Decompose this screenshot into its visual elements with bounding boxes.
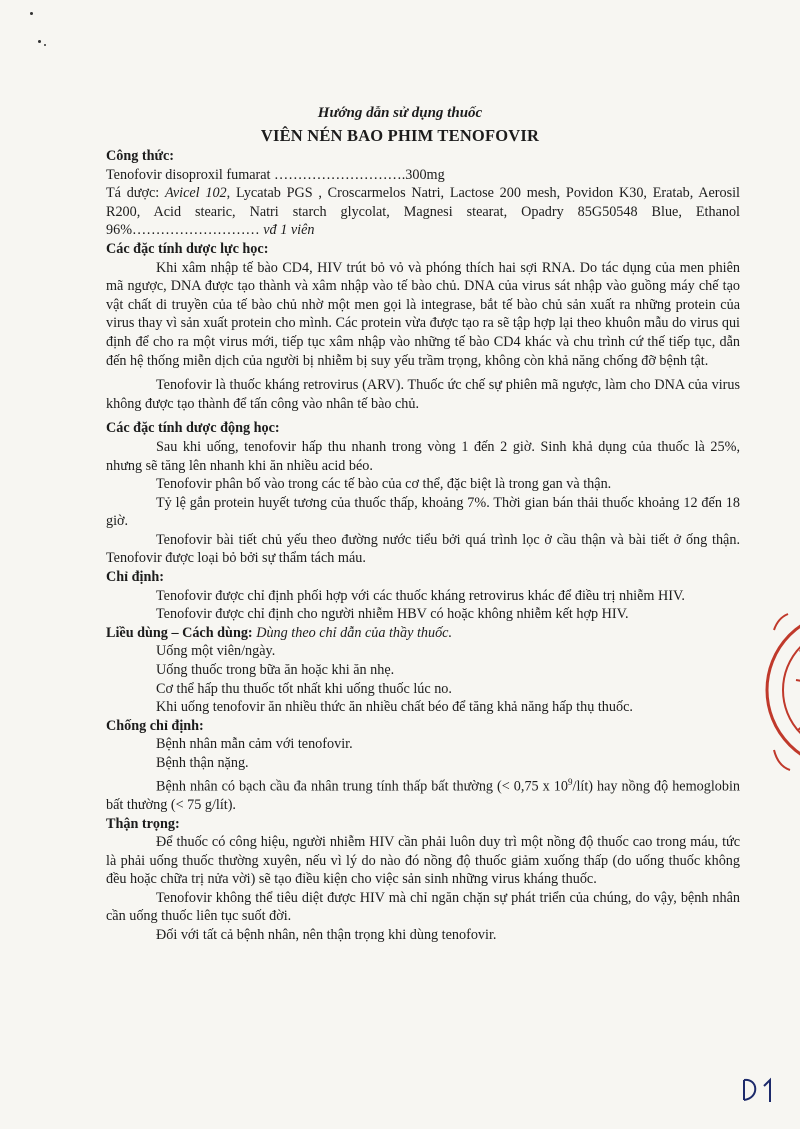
excipients-end: vđ 1 viên (263, 222, 315, 239)
formula-active: Tenofovir disoproxil fumarat ……………………….300mg (106, 166, 445, 183)
paragraph (106, 773, 740, 815)
section-heading-formula: Công thức: (106, 148, 175, 164)
section-heading-contraindications: Chống chỉ định: (106, 717, 204, 734)
paragraph: Tenofovir được chỉ định phối hợp với các thuốc kháng retrovirus khác để điều trị nhiễm HIV. (156, 587, 685, 604)
stamp-glyphs (796, 650, 800, 730)
paragraph: Tenofovir bài tiết chủ yếu theo đường nước tiểu bởi quá trình lọc ở cầu thận và bài tiết ở ống thận. Tenofovir được loại bỏ bởi sự thẩm tách máu. (106, 531, 740, 567)
scan-speck (30, 12, 33, 15)
dosage-heading: Liều dùng – Cách dùng: (106, 624, 257, 641)
paragraph: Tenofovir được chỉ định cho người nhiễm HBV có hoặc không nhiễm kết hợp HIV. (156, 606, 629, 623)
superscript: 9 (568, 776, 573, 787)
paragraph: Khi xâm nhập tế bào CD4, HIV trút bỏ vỏ và phóng thích hai sợi RNA. Do tác dụng của men phiên mã ngược, DNA được tạo thành và xâm nhập vào tế bào chủ. DNA của virus sát nhập vào guồng máy chế tạo vật chất di truyền của tế bào chủ nhờ một men gọi là integrase, bắt tế bào chủ sản xuất ra những protein của virus thay vì sản xuất protein cho mình. Các protein vừa được tạo ra sẽ tập hợp lại theo khuôn mẫu do virus qui định để cho ra một virus mới, tiếp tục xâm nhập vào những tế bào CD4 khác và chu trình cứ thế tiếp tục, dẫn đến hệ thống miễn dịch của người bị nhiễm bị suy yếu trầm trọng, không còn khả năng chống đỡ bệnh tật. (106, 259, 740, 369)
paragraph: Tenofovir không thể tiêu diệt được HIV mà chỉ ngăn chặn sự phát triển của chúng, do vậy, bệnh nhân cần uống thuốc liên tục suốt đời. (106, 889, 740, 925)
excipients-italic: Avicel 102 (164, 185, 227, 202)
handwritten-initials (738, 1072, 778, 1106)
text-run: Bệnh nhân có bạch cầu đa nhân trung tính thấp bất thường (< 0,75 x 10 (156, 778, 568, 795)
section-heading-dosage (106, 624, 740, 643)
paragraph: Để thuốc có công hiệu, người nhiễm HIV cần phải luôn duy trì một nồng độ thuốc cao trong máu, tức là phải uống thuốc thường xuyên, nếu vì lý do nào đó nồng độ thuốc giảm xuống thấp (do uống thuốc không đều hoặc chữa trị nửa vời) sẽ tạo điều kiện cho việc sản sinh những virus kháng thuốc. (106, 834, 740, 888)
document-body (106, 147, 740, 945)
dosage-heading-italic: Dùng theo chỉ dẫn của thầy thuốc. (256, 624, 453, 641)
paragraph: Sau khi uống, tenofovir hấp thu nhanh trong vòng 1 đến 2 giờ. Sinh khả dụng của thuốc là 25%, nhưng sẽ tăng lên nhanh khi ăn nhiều acid béo. (106, 438, 740, 474)
section-heading-pharmacokinetics: Các đặc tính dược động học: (106, 420, 280, 437)
paragraph: Bệnh nhân mẫn cảm với tenofovir. (156, 736, 353, 753)
excipients-text: , Lycatab PGS , Croscarmelos Natri, Lactose 200 mesh, Povidon K30, Eratab, Aerosil R200, Acid stearic, Natri starch glycolat, Magnesi stearat, Opadry 85G50548 Blue, Ethanol 96%……………………… (106, 185, 740, 239)
stamp-arc-text (774, 750, 790, 770)
text-run: /lít) hay nồng độ hemoglobin bất thường (< 75 g/lít). (106, 778, 740, 813)
document-subtitle: Hướng dẫn sử dụng thuốc (317, 105, 483, 121)
paragraph: Tenofovir là thuốc kháng retrovirus (ARV). Thuốc ức chế sự phiên mã ngược, làm cho DNA của virus không được tạo thành để tấn công vào nhân tế bào chủ. (106, 377, 740, 412)
red-stamp-partial (760, 570, 800, 810)
section-heading-indications: Chỉ định: (106, 569, 164, 586)
list-item: Uống một viên/ngày. (156, 643, 276, 660)
paragraph: Bệnh thận nặng. (156, 755, 249, 771)
document-title: VIÊN NÉN BAO PHIM TENOFOVIR (260, 126, 540, 145)
formula-excipients (106, 184, 740, 240)
scan-speck (38, 40, 41, 43)
scan-speck (44, 44, 46, 46)
list-item: Khi uống tenofovir ăn nhiều thức ăn nhiều chất béo để tăng khả năng hấp thụ thuốc. (156, 699, 633, 716)
excipients-label: Tá dược: (106, 185, 165, 202)
stamp-inner-ring (783, 628, 800, 752)
paragraph: Tenofovir phân bố vào trong các tế bào của cơ thể, đặc biệt là trong gan và thận. (156, 476, 612, 493)
list-item: Uống thuốc trong bữa ăn hoặc khi ăn nhẹ. (156, 662, 395, 679)
section-heading-precautions: Thận trọng: (106, 815, 180, 832)
section-heading-pharmacodynamics: Các đặc tính dược lực học: (106, 240, 269, 257)
paragraph: Tỷ lệ gắn protein huyết tương của thuốc thấp, khoảng 7%. Thời gian bán thải thuốc khoảng 12 đến 18 giờ. (106, 494, 740, 530)
list-item: Cơ thể hấp thu thuốc tốt nhất khi uống thuốc lúc no. (156, 680, 452, 697)
stamp-arc-text (774, 614, 788, 630)
paragraph: Đối với tất cả bệnh nhân, nên thận trọng khi dùng tenofovir. (156, 927, 497, 944)
